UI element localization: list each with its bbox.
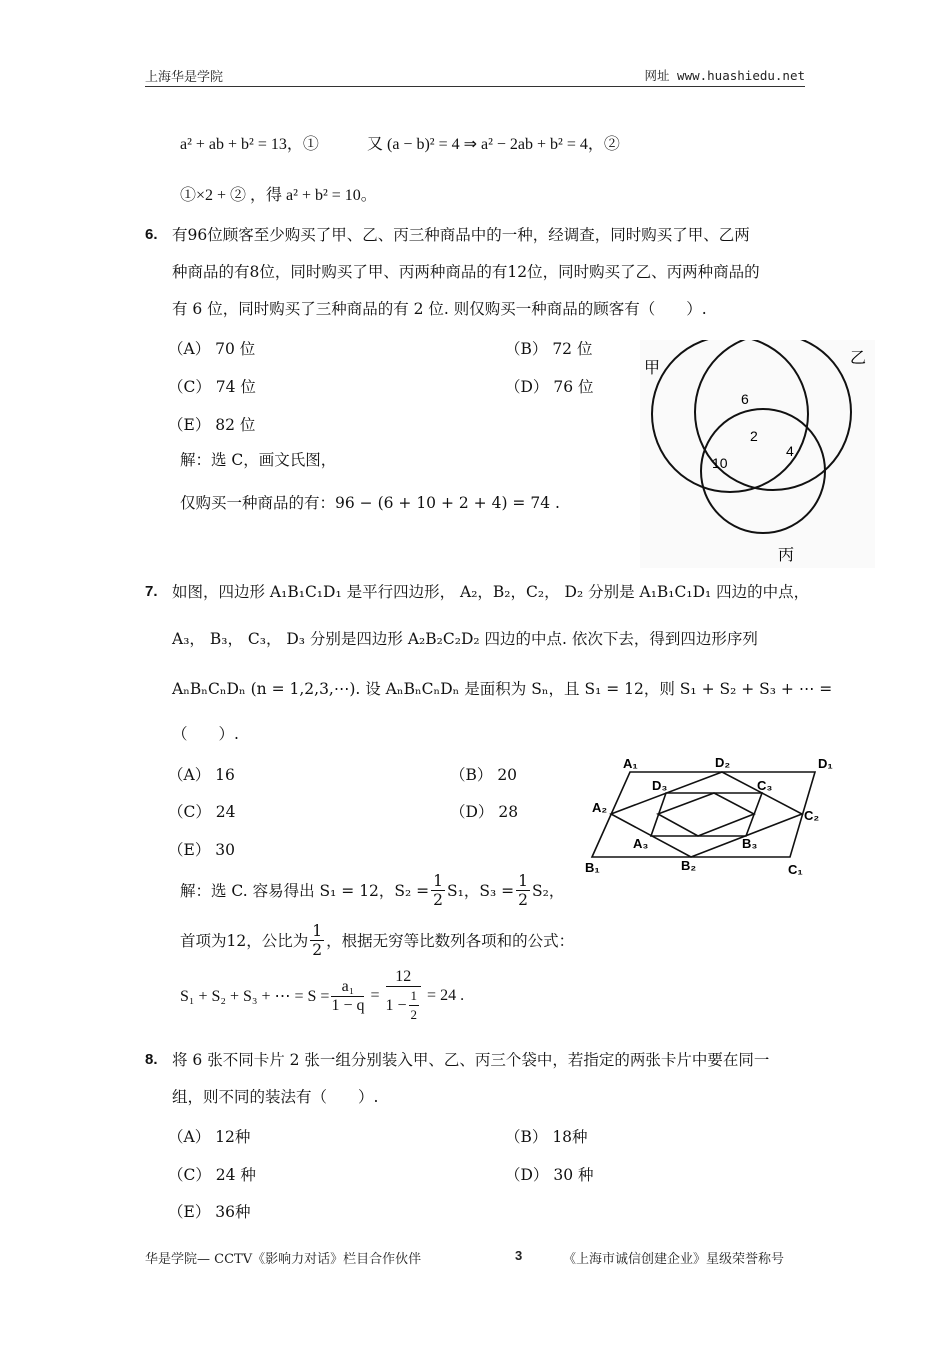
footer-right: 《上海市诚信创建企业》星级荣誉称号 xyxy=(563,1252,785,1267)
parallelogram-figure xyxy=(585,752,845,880)
q7-option-c: （C） 24 xyxy=(168,803,236,821)
q8-number: 8. xyxy=(145,1051,158,1068)
venn-value-abc: 2 xyxy=(750,428,758,444)
quad-4 xyxy=(658,793,754,836)
frac-den: 2 xyxy=(433,891,444,909)
venn-label-bing: 丙 xyxy=(778,547,795,564)
q6-option-a: （A） 70 位 xyxy=(168,340,256,358)
venn-value-ab: 6 xyxy=(741,391,749,407)
q7-sol1-a: 解：选 C. 容易得出 S₁ = 12，S₂ = xyxy=(180,881,430,900)
q7-option-b: （B） 20 xyxy=(450,766,518,784)
venn-value-bc: 4 xyxy=(786,443,794,459)
q6-stem-2: 种商品的有8位，同时购买了甲、丙两种商品的有12位，同时购买了乙、丙两种商品的 xyxy=(172,263,760,281)
frac-num: 1 xyxy=(409,987,420,1006)
q7-frac-half-1 xyxy=(431,872,445,909)
q7-frac-half-2 xyxy=(516,872,530,909)
label-c1: C₁ xyxy=(788,862,803,877)
intro-eq-1: a² + ab + b² = 13，① xyxy=(180,136,319,153)
q6-stem-1: 有96位顾客至少购买了甲、乙、丙三种商品中的一种，经调查，同时购买了甲、乙两 xyxy=(172,226,750,244)
q6-number: 6. xyxy=(145,226,158,243)
q7-sol2-b: ，根据无穷等比数列各项和的公式： xyxy=(326,931,575,950)
q8-option-e: （E） 36种 xyxy=(168,1203,251,1221)
label-d2: D₂ xyxy=(715,755,731,770)
q7-frac-inner-half xyxy=(409,987,420,1024)
frac-den: 2 xyxy=(312,941,323,959)
q6-option-c: （C） 74 位 xyxy=(168,378,256,396)
q8-option-a: （A） 12种 xyxy=(168,1128,251,1146)
q7-frac-ratio xyxy=(310,922,324,959)
q7-option-a: （A） 16 xyxy=(168,766,235,784)
frac-den xyxy=(386,987,422,1024)
q7-option-e: （E） 30 xyxy=(168,841,235,859)
q6-solution-2: 仅购买一种商品的有：96 − (6 + 10 + 2 + 4) = 74 . xyxy=(180,494,560,512)
intro-eq-2: 又 (a − b)² = 4 ⇒ a² − 2ab + b² = 4，② xyxy=(367,136,620,153)
q7-number: 7. xyxy=(145,583,158,600)
label-d1: D₁ xyxy=(818,756,833,771)
q7-solution-1 xyxy=(180,872,564,909)
q7-sol2-a: 首项为12，公比为 xyxy=(180,931,309,950)
label-c2: C₂ xyxy=(804,808,820,823)
q7-solution-2 xyxy=(180,922,574,959)
q8-option-c: （C） 24 种 xyxy=(168,1166,256,1184)
intro-eq-3: ①×2 + ② ，得 a² + b² = 10。 xyxy=(180,187,377,204)
label-b1: B₁ xyxy=(585,860,600,875)
frac-num: 1 xyxy=(518,872,529,890)
q7-stem-3: AₙBₙCₙDₙ (n = 1,2,3,⋯). 设 AₙBₙCₙDₙ 是面积为 Sₙ，且 S₁ = 12，则 S₁ + S₂ + S₃ + ⋯ = xyxy=(172,680,833,698)
q7-sol3-eq: = xyxy=(370,987,380,1004)
quad-1 xyxy=(592,772,815,857)
frac-den-pre: 1 − xyxy=(385,996,407,1014)
q7-frac-12-over xyxy=(386,968,422,1024)
frac-num: 1 xyxy=(433,872,444,890)
q7-solution-3 xyxy=(180,968,464,1024)
q6-option-d: （D） 76 位 xyxy=(505,378,594,396)
label-d3: D₃ xyxy=(652,778,668,793)
header-right: 网址 www.huashiedu.net xyxy=(644,68,805,83)
q8-option-b: （B） 18种 xyxy=(505,1128,588,1146)
label-b3: B₃ xyxy=(742,836,758,851)
venn-diagram xyxy=(640,340,875,568)
label-a1: A₁ xyxy=(623,756,638,771)
label-c3: C₃ xyxy=(757,778,773,793)
footer-page-number: 3 xyxy=(515,1248,523,1263)
q7-stem-2: A₃， B₃， C₃， D₃ 分别是四边形 A₂B₂C₂D₂ 四边的中点. 依次下去，得到四边形序列 xyxy=(172,630,758,648)
label-b2: B₂ xyxy=(681,858,697,873)
q7-option-d: （D） 28 xyxy=(450,803,519,821)
quad-3 xyxy=(651,793,762,836)
q7-sol1-b: S₁，S₃ = xyxy=(447,881,515,900)
q7-stem-4: （ ）. xyxy=(172,725,239,743)
venn-label-yi: 乙 xyxy=(850,350,867,367)
frac-den: 2 xyxy=(518,891,529,909)
frac-den: 2 xyxy=(410,1007,418,1022)
q6-option-b: （B） 72 位 xyxy=(505,340,593,358)
q8-stem-2: 组，则不同的装法有（ ）. xyxy=(172,1088,379,1106)
label-a3: A₃ xyxy=(633,836,649,851)
q6-stem-3: 有 6 位，同时购买了三种商品的有 2 位. 则仅购买一种商品的顾客有（ ）. xyxy=(172,300,707,318)
frac-den: 1 − q xyxy=(331,996,365,1014)
q7-frac-a1-over xyxy=(331,978,364,1015)
q8-stem-1: 将 6 张不同卡片 2 张一组分别装入甲、乙、丙三个袋中，若指定的两张卡片中要在同一 xyxy=(172,1051,770,1069)
q7-stem-1: 如图，四边形 A₁B₁C₁D₁ 是平行四边形， A₂，B₂，C₂， D₂ 分别是 A₁B₁C₁D₁ 四边的中点， xyxy=(172,583,810,601)
venn-label-jia: 甲 xyxy=(644,360,661,377)
q6-solution-1: 解：选 C，画文氏图， xyxy=(180,451,337,469)
q7-sol1-c: S₂， xyxy=(532,881,565,900)
footer-left: 华是学院— CCTV《影响力对话》栏目合作伙伴 xyxy=(145,1252,422,1267)
header-divider xyxy=(145,86,805,87)
q7-sol3-a: S₁ + S₂ + S₃ + ⋯ = S = xyxy=(180,988,330,1005)
q6-option-e: （E） 82 位 xyxy=(168,416,256,434)
header-left: 上海华是学院 xyxy=(145,70,224,85)
frac-num: 12 xyxy=(386,968,422,987)
venn-value-ac: 10 xyxy=(712,455,728,471)
frac-num: 1 xyxy=(312,922,323,940)
frac-num: a₁ xyxy=(331,978,364,997)
q7-sol3-end: = 24 . xyxy=(427,987,465,1004)
q8-option-d: （D） 30 种 xyxy=(505,1166,594,1184)
label-a2: A₂ xyxy=(592,800,608,815)
